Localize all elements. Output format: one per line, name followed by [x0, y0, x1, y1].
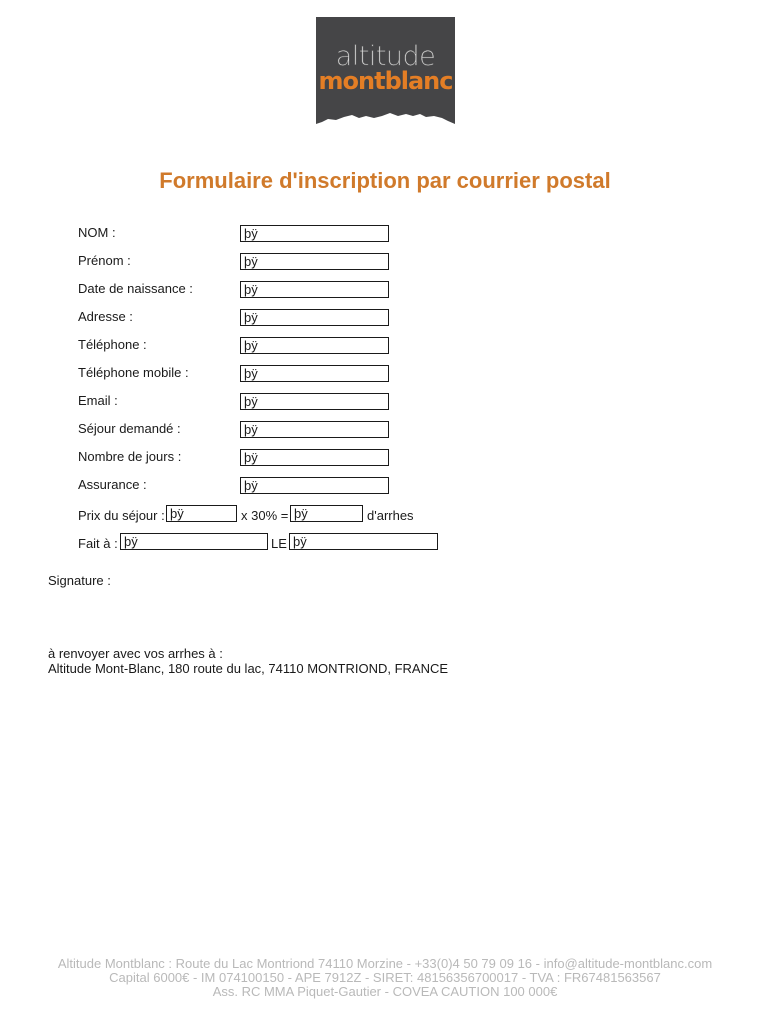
page-footer	[0, 957, 770, 999]
label-fait-a: Fait à :	[78, 536, 118, 551]
input-nom[interactable]: þÿ	[240, 225, 389, 242]
footer-line-registration: Capital 6000€ - IM 074100150 - APE 7912Z - SIRET: 48156356700017 - TVA : FR67481563567	[109, 970, 661, 985]
input-telephone-mobile[interactable]: þÿ	[240, 365, 389, 382]
input-prix-sejour[interactable]: þÿ	[166, 505, 237, 522]
label-le: LE	[271, 536, 287, 551]
input-nombre-jours[interactable]: þÿ	[240, 449, 389, 466]
label-prix-sejour: Prix du séjour :	[78, 508, 165, 523]
label-multiplier: x 30% =	[241, 508, 289, 523]
footer-line-insurance: Ass. RC MMA Piquet-Gautier - COVEA CAUTION 100 000€	[212, 984, 558, 999]
logo-wordmark-montblanc: montblanc	[318, 67, 453, 95]
label-assurance: Assurance :	[78, 477, 147, 492]
label-sejour: Séjour demandé :	[78, 421, 181, 436]
footer-line-contact: Altitude Montblanc : Route du Lac Montriond 74110 Morzine - +33(0)4 50 79 09 16 - info@altitude-montblanc.com	[57, 956, 713, 971]
company-logo	[316, 17, 455, 124]
return-address: Altitude Mont-Blanc, 180 route du lac, 74110 MONTRIOND, FRANCE	[48, 661, 449, 676]
input-telephone[interactable]: þÿ	[240, 337, 389, 354]
input-assurance[interactable]: þÿ	[240, 477, 389, 494]
label-prenom: Prénom :	[78, 253, 131, 268]
label-nombre-jours: Nombre de jours :	[78, 449, 182, 464]
input-date-naissance[interactable]: þÿ	[240, 281, 389, 298]
page-title: Formulaire d'inscription par courrier postal	[159, 168, 611, 193]
label-telephone-mobile: Téléphone mobile :	[78, 365, 189, 380]
label-email: Email :	[78, 393, 118, 408]
label-telephone: Téléphone :	[78, 337, 147, 352]
input-prenom[interactable]: þÿ	[240, 253, 389, 270]
logo-wordmark-altitude: altitude	[335, 41, 436, 72]
input-sejour[interactable]: þÿ	[240, 421, 389, 438]
return-instruction: à renvoyer avec vos arrhes à :	[48, 646, 223, 661]
input-date[interactable]: þÿ	[289, 533, 438, 550]
label-date-naissance: Date de naissance :	[78, 281, 193, 296]
label-nom: NOM :	[78, 225, 116, 240]
input-email[interactable]: þÿ	[240, 393, 389, 410]
input-arrhes[interactable]: þÿ	[290, 505, 363, 522]
label-adresse: Adresse :	[78, 309, 133, 324]
input-adresse[interactable]: þÿ	[240, 309, 389, 326]
label-arrhes-suffix: d'arrhes	[367, 508, 414, 523]
signature-label: Signature :	[48, 573, 111, 588]
input-fait-a[interactable]: þÿ	[120, 533, 268, 550]
